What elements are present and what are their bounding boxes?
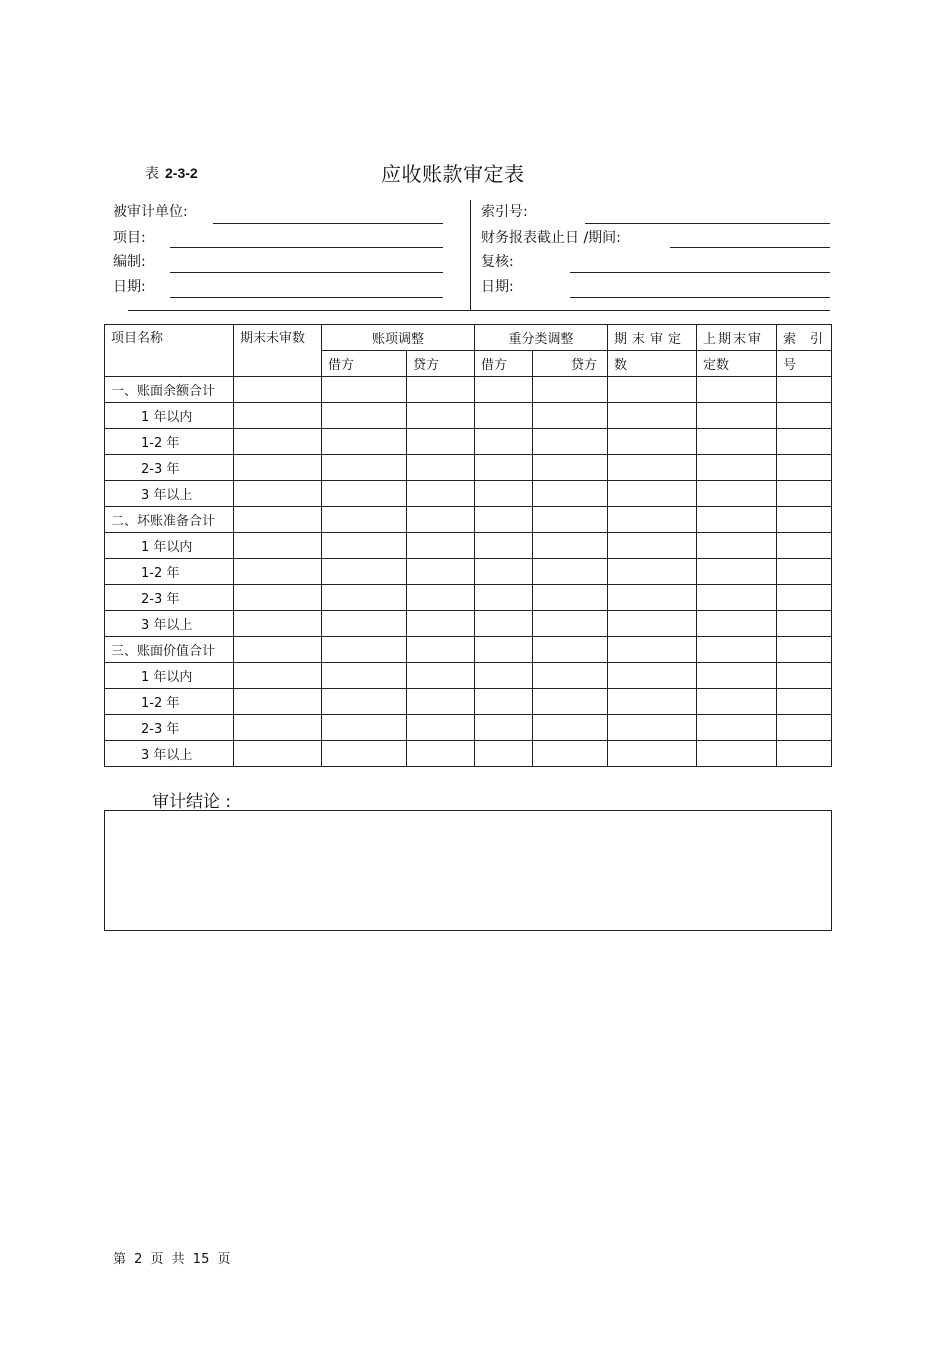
cell[interactable] [234, 559, 322, 585]
table-row [105, 429, 832, 455]
cell[interactable] [533, 585, 608, 611]
table-row [105, 403, 832, 429]
cell[interactable] [322, 377, 407, 403]
cell[interactable] [533, 741, 608, 767]
col-header-account-credit: 贷方 [407, 351, 475, 377]
cell[interactable] [777, 741, 832, 767]
row-label: 2-3 年 [105, 585, 234, 611]
cell[interactable] [777, 377, 832, 403]
cell[interactable] [322, 611, 407, 637]
cell[interactable] [234, 507, 322, 533]
period-field[interactable] [670, 247, 830, 248]
row-label: 三、账面价值合计 [105, 637, 234, 663]
cell[interactable] [608, 455, 697, 481]
left-date-field[interactable] [170, 297, 443, 298]
cell[interactable] [697, 637, 777, 663]
cell[interactable] [533, 689, 608, 715]
cell[interactable] [608, 403, 697, 429]
cell[interactable] [533, 507, 608, 533]
table-row [105, 455, 832, 481]
cell[interactable] [608, 637, 697, 663]
cell[interactable] [697, 455, 777, 481]
cell[interactable] [777, 481, 832, 507]
row-label: 1-2 年 [105, 689, 234, 715]
cell[interactable] [234, 481, 322, 507]
cell[interactable] [475, 715, 533, 741]
col-header-audited-end-1 [608, 325, 697, 351]
cell[interactable] [234, 429, 322, 455]
row-label: 3 年以上 [105, 611, 234, 637]
cell[interactable] [322, 455, 407, 481]
col-header-item-name: 项目名称 [105, 325, 234, 377]
cell[interactable] [777, 507, 832, 533]
reviewed-by-field[interactable] [570, 272, 830, 273]
cell[interactable] [608, 663, 697, 689]
row-label: 二、坏账准备合计 [105, 507, 234, 533]
cell[interactable] [697, 403, 777, 429]
cell[interactable] [533, 455, 608, 481]
col-header-prior-audited-1 [697, 325, 777, 351]
cell[interactable] [533, 663, 608, 689]
cell[interactable] [407, 559, 475, 585]
cell[interactable] [533, 481, 608, 507]
cell[interactable] [608, 741, 697, 767]
table-row [105, 533, 832, 559]
cell[interactable] [407, 377, 475, 403]
cell[interactable] [608, 689, 697, 715]
cell[interactable] [407, 533, 475, 559]
cell[interactable] [234, 533, 322, 559]
cell[interactable] [234, 741, 322, 767]
cell[interactable] [322, 559, 407, 585]
cell[interactable] [777, 585, 832, 611]
cell[interactable] [608, 559, 697, 585]
index-no-field[interactable] [585, 223, 830, 224]
cell[interactable] [475, 611, 533, 637]
cell[interactable] [697, 481, 777, 507]
cell[interactable] [407, 741, 475, 767]
table-row [105, 585, 832, 611]
cell[interactable] [322, 403, 407, 429]
cell[interactable] [697, 507, 777, 533]
cell[interactable] [608, 611, 697, 637]
left-date-label: 日期: [113, 279, 146, 295]
cell[interactable] [697, 377, 777, 403]
cell[interactable] [475, 377, 533, 403]
cell[interactable] [608, 715, 697, 741]
cell[interactable] [322, 429, 407, 455]
row-label: 1 年以内 [105, 663, 234, 689]
index-text-1: 索引 [783, 332, 838, 347]
col-header-account-adjust: 账项调整 [322, 325, 475, 351]
cell[interactable] [777, 715, 832, 741]
table-row [105, 377, 832, 403]
row-label: 1-2 年 [105, 559, 234, 585]
row-label: 一、账面余额合计 [105, 377, 234, 403]
row-label: 2-3 年 [105, 455, 234, 481]
cell[interactable] [533, 559, 608, 585]
row-label: 1 年以内 [105, 533, 234, 559]
col-header-reclass-credit: 贷方 [533, 351, 608, 377]
cell[interactable] [777, 689, 832, 715]
cell[interactable] [777, 455, 832, 481]
cell[interactable] [407, 611, 475, 637]
cell[interactable] [322, 715, 407, 741]
cell[interactable] [407, 585, 475, 611]
conclusion-box[interactable] [104, 810, 832, 931]
cell[interactable] [475, 455, 533, 481]
field-divider [470, 200, 471, 310]
cell[interactable] [608, 507, 697, 533]
cell[interactable] [608, 429, 697, 455]
cell[interactable] [322, 637, 407, 663]
row-label: 1-2 年 [105, 429, 234, 455]
col-header-reclass-debit: 借方 [475, 351, 533, 377]
cell[interactable] [608, 533, 697, 559]
cell[interactable] [322, 585, 407, 611]
audit-table [104, 324, 838, 767]
conclusion-label: 审计结论 : [152, 792, 232, 812]
page-title: 应收账款审定表 [381, 162, 525, 186]
cell[interactable] [234, 689, 322, 715]
page-footer: 第 2 页 共 15 页 [113, 1252, 231, 1267]
cell[interactable] [777, 559, 832, 585]
cell[interactable] [322, 663, 407, 689]
table-row [105, 689, 832, 715]
cell[interactable] [475, 741, 533, 767]
cell[interactable] [407, 715, 475, 741]
prior-audited-text-1: 上期末审 [703, 332, 764, 347]
col-header-index-2: 号 [777, 351, 832, 377]
cell[interactable] [475, 507, 533, 533]
cell[interactable] [475, 533, 533, 559]
cell[interactable] [608, 481, 697, 507]
audited-entity-field[interactable] [213, 223, 443, 224]
cell[interactable] [322, 507, 407, 533]
cell[interactable] [475, 585, 533, 611]
cell[interactable] [322, 689, 407, 715]
col-header-index-1 [777, 325, 838, 351]
cell[interactable] [777, 611, 832, 637]
cell[interactable] [777, 663, 832, 689]
cell[interactable] [777, 429, 832, 455]
cell[interactable] [322, 741, 407, 767]
table-row [105, 507, 832, 533]
cell[interactable] [533, 533, 608, 559]
right-date-label: 日期: [481, 279, 514, 295]
cell[interactable] [533, 429, 608, 455]
table-row [105, 559, 832, 585]
cell[interactable] [608, 585, 697, 611]
cell[interactable] [533, 403, 608, 429]
cell[interactable] [407, 455, 475, 481]
cell[interactable] [407, 403, 475, 429]
cell[interactable] [475, 689, 533, 715]
project-label: 项目: [113, 230, 146, 246]
cell[interactable] [407, 637, 475, 663]
cell[interactable] [697, 715, 777, 741]
cell[interactable] [234, 611, 322, 637]
audited-end-text-1: 期末审定 [614, 332, 687, 347]
cell[interactable] [777, 637, 832, 663]
period-label: 财务报表截止日 /期间: [481, 230, 621, 246]
form-code [145, 163, 198, 183]
table-row [105, 611, 832, 637]
cell[interactable] [322, 481, 407, 507]
cell[interactable] [777, 533, 832, 559]
index-no-label: 索引号: [481, 204, 528, 220]
cell[interactable] [475, 559, 533, 585]
cell[interactable] [234, 377, 322, 403]
cell[interactable] [533, 637, 608, 663]
cell[interactable] [697, 429, 777, 455]
cell[interactable] [475, 663, 533, 689]
cell[interactable] [407, 481, 475, 507]
row-label: 3 年以上 [105, 741, 234, 767]
cell[interactable] [533, 377, 608, 403]
table-row [105, 637, 832, 663]
form-prefix: 表 [145, 166, 159, 182]
cell[interactable] [407, 429, 475, 455]
col-header-reclass-adjust: 重分类调整 [475, 325, 608, 351]
prepared-by-label: 编制: [113, 254, 146, 270]
col-header-account-debit: 借方 [322, 351, 407, 377]
cell[interactable] [234, 585, 322, 611]
cell[interactable] [777, 403, 832, 429]
cell[interactable] [475, 481, 533, 507]
row-label: 2-3 年 [105, 715, 234, 741]
cell[interactable] [234, 715, 322, 741]
col-header-unaudited-end: 期末未审数 [234, 325, 322, 377]
table-row [105, 481, 832, 507]
cell[interactable] [697, 689, 777, 715]
right-date-field[interactable] [570, 297, 830, 298]
cell[interactable] [234, 663, 322, 689]
project-field[interactable] [170, 247, 443, 248]
cell[interactable] [322, 533, 407, 559]
cell[interactable] [407, 507, 475, 533]
form-number: 2-3-2 [165, 165, 198, 181]
cell[interactable] [697, 741, 777, 767]
cell[interactable] [407, 663, 475, 689]
row-label: 3 年以上 [105, 481, 234, 507]
cell[interactable] [697, 611, 777, 637]
cell[interactable] [533, 715, 608, 741]
row-label: 1 年以内 [105, 403, 234, 429]
cell[interactable] [697, 533, 777, 559]
cell[interactable] [608, 377, 697, 403]
cell[interactable] [234, 637, 322, 663]
cell[interactable] [697, 559, 777, 585]
table-row [105, 663, 832, 689]
reviewed-by-label: 复核: [481, 254, 514, 270]
audited-entity-label: 被审计单位: [113, 204, 188, 220]
table-row [105, 741, 832, 767]
cell[interactable] [475, 429, 533, 455]
cell[interactable] [697, 585, 777, 611]
cell[interactable] [407, 689, 475, 715]
cell[interactable] [697, 663, 777, 689]
col-header-prior-audited-2: 定数 [697, 351, 777, 377]
prepared-by-field[interactable] [170, 272, 443, 273]
cell[interactable] [234, 403, 322, 429]
table-header-row-1 [105, 325, 832, 351]
cell[interactable] [475, 403, 533, 429]
cell[interactable] [234, 455, 322, 481]
cell[interactable] [533, 611, 608, 637]
cell[interactable] [475, 637, 533, 663]
header-bottom-rule [128, 310, 830, 311]
col-header-audited-end-2: 数 [608, 351, 697, 377]
table-row [105, 715, 832, 741]
